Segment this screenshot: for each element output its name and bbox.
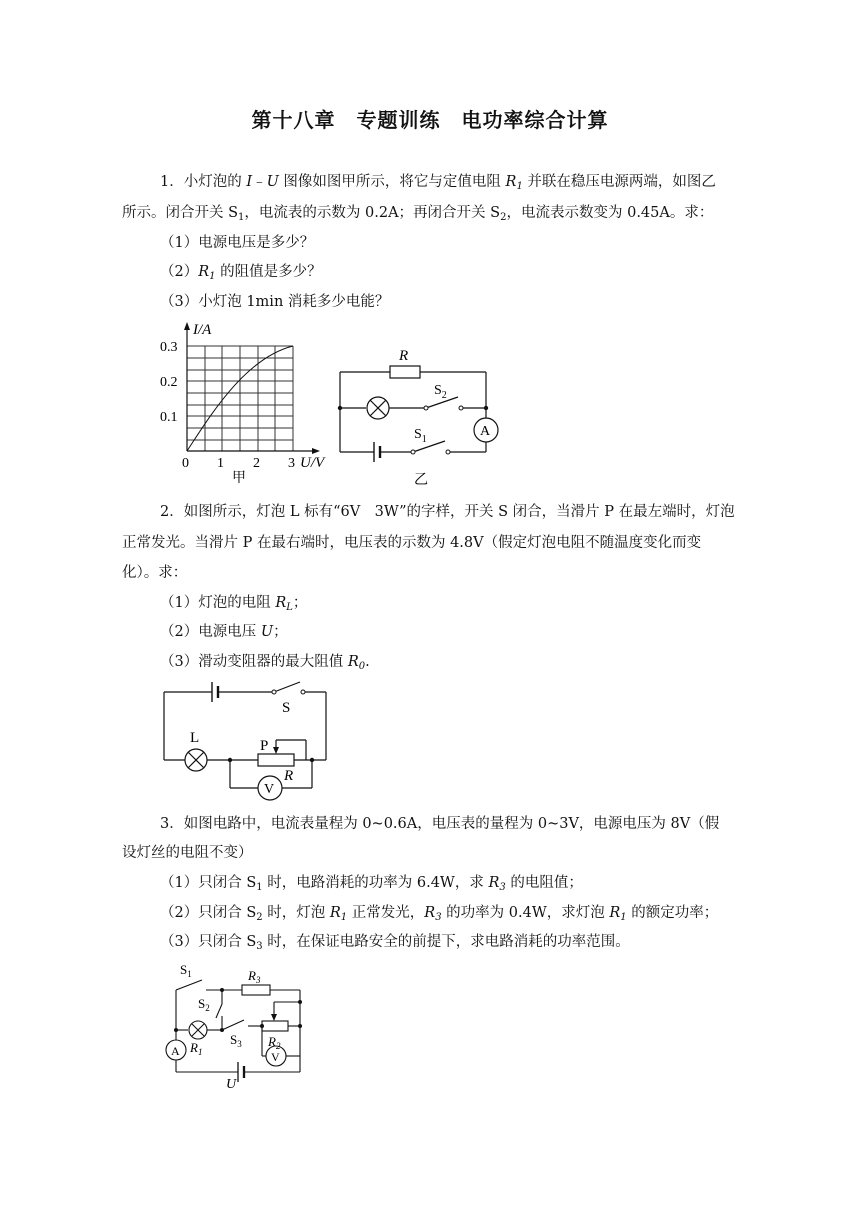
problem-2-line-2: 正常发光。当滑片 P 在最右端时，电压表的示数为 4.8V（假定灯泡电阻不随温度变化而变	[122, 535, 702, 551]
circuit-2	[150, 678, 340, 804]
problem-1-line-1: 1．小灯泡的 I﹣U 图像如图甲所示，将它与定值电阻 $R_1$ 并联在稳压电源两端，如图乙	[160, 174, 716, 192]
switch-s3-label: $S_3$	[230, 1032, 242, 1049]
voltmeter-label: V	[271, 1050, 280, 1064]
graph-x-axis-label: U/V	[300, 455, 325, 471]
graph-x-tick: 1	[217, 456, 224, 471]
switch-label: S	[282, 700, 291, 716]
page-title: 第十八章 专题训练 电功率综合计算	[251, 108, 609, 132]
circuit-3	[158, 960, 328, 1090]
ammeter-label: A	[171, 1044, 180, 1058]
problem-2-question-2: （2）电源电压 U；	[160, 624, 288, 640]
graph-y-axis-label: I/A	[193, 322, 212, 338]
voltmeter-label: V	[264, 782, 275, 797]
graph-y-tick: 0.2	[160, 375, 178, 390]
rheostat-label: R	[284, 768, 294, 784]
iu-graph	[150, 318, 340, 490]
switch-s1-label: $S_1$	[180, 962, 192, 979]
resistor-label: R	[399, 348, 409, 364]
problem-1-question-1: （1）电源电压是多少？	[160, 235, 315, 251]
lamp-label: L	[190, 730, 200, 746]
problem-1-line-2: 所示。闭合开关 $S_1$，电流表的示数为 0.2A；再闭合开关 $S_2$，电流表示数变为 0.45A。求：	[122, 205, 714, 223]
switch-label: $S_2$	[434, 383, 447, 401]
problem-2-question-3: （3）滑动变阻器的最大阻值 $R_0$.	[160, 654, 370, 672]
rheostat-r2-label: $R_2$	[268, 1034, 281, 1051]
switch-label: $S_1$	[414, 427, 427, 445]
switch-s2-label: $S_2$	[198, 996, 210, 1013]
problem-1-question-3: （3）小灯泡 1min 消耗多少电能？	[160, 294, 390, 310]
graph-x-tick: 3	[288, 456, 295, 471]
lamp-r1-label: $R_1$	[190, 1040, 203, 1057]
problem-3-question-1: （1）只闭合 $S_1$ 时，电路消耗的功率为 6.4W，求 $R_3$ 的电阻值；	[160, 875, 583, 893]
problem-2-line-3: 化）。求：	[122, 565, 188, 581]
graph-y-tick: 0.1	[160, 410, 178, 425]
circuit-1	[330, 342, 500, 490]
graph-x-tick: 2	[253, 456, 260, 471]
problem-1-question-2: $(2)R_1$ 的阻值是多少？	[160, 264, 322, 282]
problem-3-question-2: （2）只闭合 $S_2$ 时，灯泡 $R_1$ 正常发光，$R_3$ 的功率为 0.4W，求灯泡 $R_1$ 的额定功率；	[160, 905, 719, 923]
problem-3-question-3: （3）只闭合 $S_3$ 时，在保证电路安全的前提下，求电路消耗的功率范围。	[160, 934, 630, 952]
graph-x-tick: 0	[182, 456, 189, 471]
problem-2-line-1: 2．如图所示，灯泡 L 标有“6V 3W”的字样，开关 S 闭合，当滑片 P 在最左端时，灯泡	[160, 504, 735, 520]
circuit-caption: 乙	[414, 473, 428, 488]
source-u-label: U	[226, 1077, 237, 1090]
slider-label: P	[260, 738, 269, 754]
problem-3-line-1: 3．如图电路中，电流表量程为 0~0.6A，电压表的量程为 0~3V，电源电压为 8V（假	[160, 816, 720, 832]
graph-y-tick: 0.3	[160, 340, 178, 355]
problem-3-line-2: 设灯丝的电阻不变）	[122, 845, 253, 861]
resistor-r3-label: $R_3$	[248, 968, 261, 985]
ammeter-label: A	[480, 424, 491, 439]
graph-caption: 甲	[232, 471, 246, 486]
problem-2-question-1: （1）灯泡的电阻 $R_L$；	[160, 595, 308, 613]
